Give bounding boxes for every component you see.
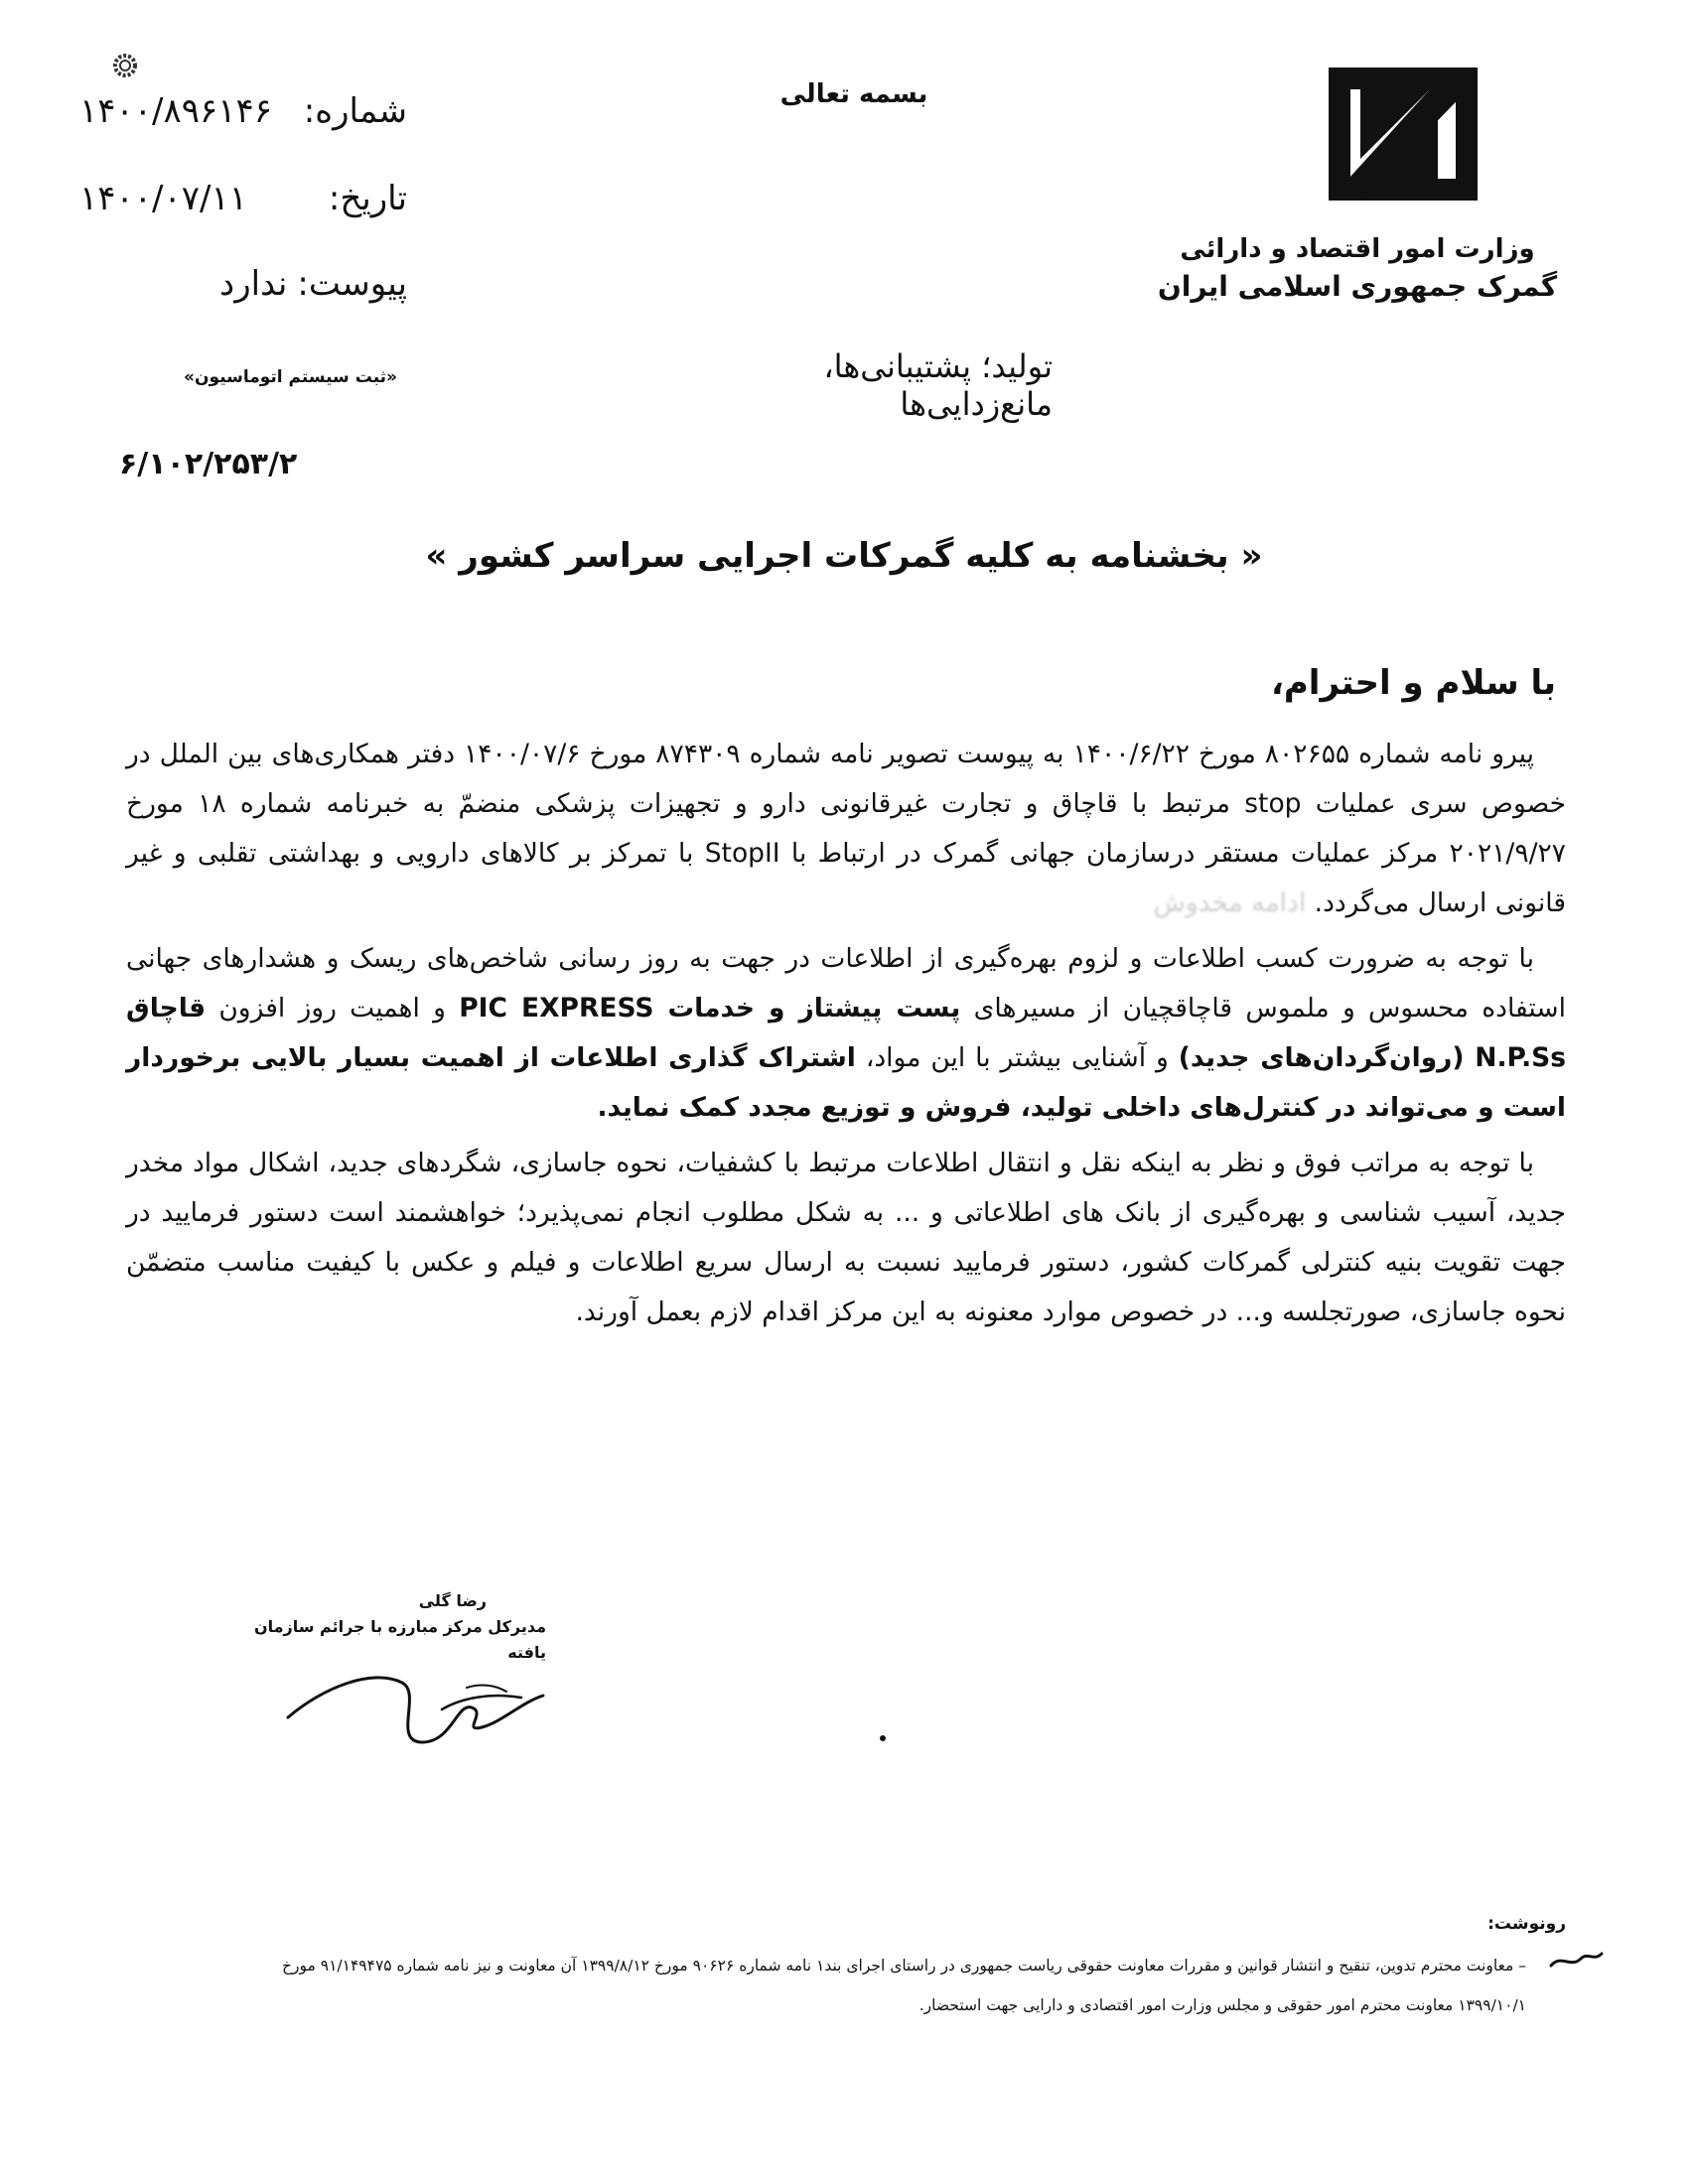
cc-line-1: – معاونت محترم تدوین، تنقیح و انتشار قوانین و مقررات معاونت حقوقی ریاست جمهوری در راستای اجرای بند۱ نامه شماره ۹۰۶۲۶ مورخ ۱۳۹۹/۸/۱۲ آن معاونت و نیز نامه شماره ۹۱/۱۴۹۴۷۵ مورخ xyxy=(282,1957,1526,1975)
subject: تولید؛ پشتیبانی‌ها، مانع‌زدایی‌ها xyxy=(823,347,1053,423)
cc-line-2: ۱۳۹۹/۱۰/۱ معاونت محترم امور حقوقی و مجلس وزارت امور اقتصادی و دارایی جهت استحضار. xyxy=(918,1996,1526,2014)
number-value: ۱۴۰۰/۸۹۶۱۴۶ xyxy=(79,91,273,131)
signer-title: مدیرکل مرکز مبارزه با جرائم سازمان یافته xyxy=(253,1617,546,1662)
paragraph-2-text-e: و آشنایی بیشتر با این مواد، xyxy=(865,1042,1169,1073)
date-label: تاریخ: xyxy=(328,179,407,218)
stray-dot xyxy=(880,1735,886,1741)
paragraph-1-text: پیرو نامه شماره ۸۰۲۶۵۵ مورخ ۱۴۰۰/۶/۲۲ به پیوست تصویر نامه شماره ۸۷۴۳۰۹ مورخ ۱۴۰۰/۰۷/۶ دفتر همکاری‌های بین الملل در خصوص سری عملیات stop مرتبط با قاچاق و تجارت غیرقانونی دارو و تجهیزات پزشکی منضمّ به خبرنامه شماره ۱۸ مورخ ۲۰۲۱/۹/۲۷ مرکز عملیات مستقر درسازمان جهانی گمرک در ارتباط با StopII با تمرکز بر کالاهای دارویی و بهداشتی تقلبی و غیر قانونی ارسال می‌گردد. xyxy=(126,739,1566,918)
bismillah: بسمه تعالی xyxy=(779,79,928,109)
automation-stamp: «ثبت سیستم اتوماسیون» xyxy=(184,367,397,387)
paragraph-2-bold-d: قاچاق N.P.Ss (روان‌گردان‌های جدید) xyxy=(126,993,1566,1073)
cc-list xyxy=(86,1946,1526,2025)
reference-code: ۶/۱۰۲/۲۵۳/۲ xyxy=(119,447,298,481)
paragraph-2-bold-b: پست پیشتاز و خدمات PIC EXPRESS xyxy=(459,993,961,1024)
paragraph-2-text-a: با توجه به ضرورت کسب اطلاعات و لزوم بهره‌گیری از اطلاعات در جهت به روز رسانی شاخص‌های ریسک و هشدارهای جهانی استفاده محسوس و ملموس قاچاقچیان از مسیرهای xyxy=(126,943,1566,1024)
handwritten-signature xyxy=(283,1648,551,1757)
number-label: شماره: xyxy=(303,91,407,131)
paragraph-2 xyxy=(126,934,1566,1133)
cc-title: رونوشت: xyxy=(1487,1914,1566,1934)
attachment-value: ندارد xyxy=(219,264,288,304)
ministry-block xyxy=(1139,230,1576,306)
circular-title: « بخشنامه به کلیه گمرکات اجرایی سراسر کشور » xyxy=(425,536,1263,576)
date-value: ۱۴۰۰/۰۷/۱۱ xyxy=(79,179,248,218)
paragraph-2-text-c: و اهمیت روز افزون xyxy=(218,993,446,1024)
ministry-name: وزارت امور اقتصاد و دارائی xyxy=(1180,234,1535,264)
letter-body xyxy=(126,730,1566,1343)
signer-name: رضا گلی xyxy=(418,1591,487,1610)
attachment-label: پیوست: xyxy=(297,264,407,304)
number-row xyxy=(79,91,407,131)
paragraph-2-bold-f: اشتراک گذاری اطلاعات از اهمیت بسیار بالایی برخوردار است و می‌تواند در کنترل‌های داخلی تولید، فروش و توزیع مجدد کمک نماید. xyxy=(126,1042,1566,1123)
date-row xyxy=(79,179,407,218)
paragraph-1 xyxy=(126,730,1566,928)
paragraph-3 xyxy=(126,1139,1566,1337)
customs-logo xyxy=(1321,60,1519,208)
attachment-row xyxy=(149,264,407,304)
initial-mark xyxy=(1546,1944,1606,1974)
gear-icon xyxy=(109,50,141,81)
blurred-text: ادامه مخدوش xyxy=(1153,887,1307,918)
salutation: با سلام و احترام، xyxy=(1270,663,1556,703)
paragraph-3-text: با توجه به مراتب فوق و نظر به اینکه نقل و انتقال اطلاعات مرتبط با کشفیات، نحوه جاسازی، شگردهای جدید، اشکال مواد مخدر جدید، آسیب شناسی و بهره‌گیری از بانک های اطلاعاتی و ... به شکل مطلوب انجام نمی‌پذیرد؛ خواهشمند است دستور فرمایید در جهت تقویت بنیه کنترلی گمرکات کشور، دستور فرمایید نسبت به ارسال سریع اطلاعات و فیلم و عکس با کیفیت مناسب متضمّن نحوه جاسازی، صورتجلسه و... در خصوص موارد معنونه به این مرکز اقدام لازم بعمل آورند. xyxy=(126,1148,1566,1327)
organization-name: گمرک جمهوری اسلامی ایران xyxy=(1157,270,1558,303)
